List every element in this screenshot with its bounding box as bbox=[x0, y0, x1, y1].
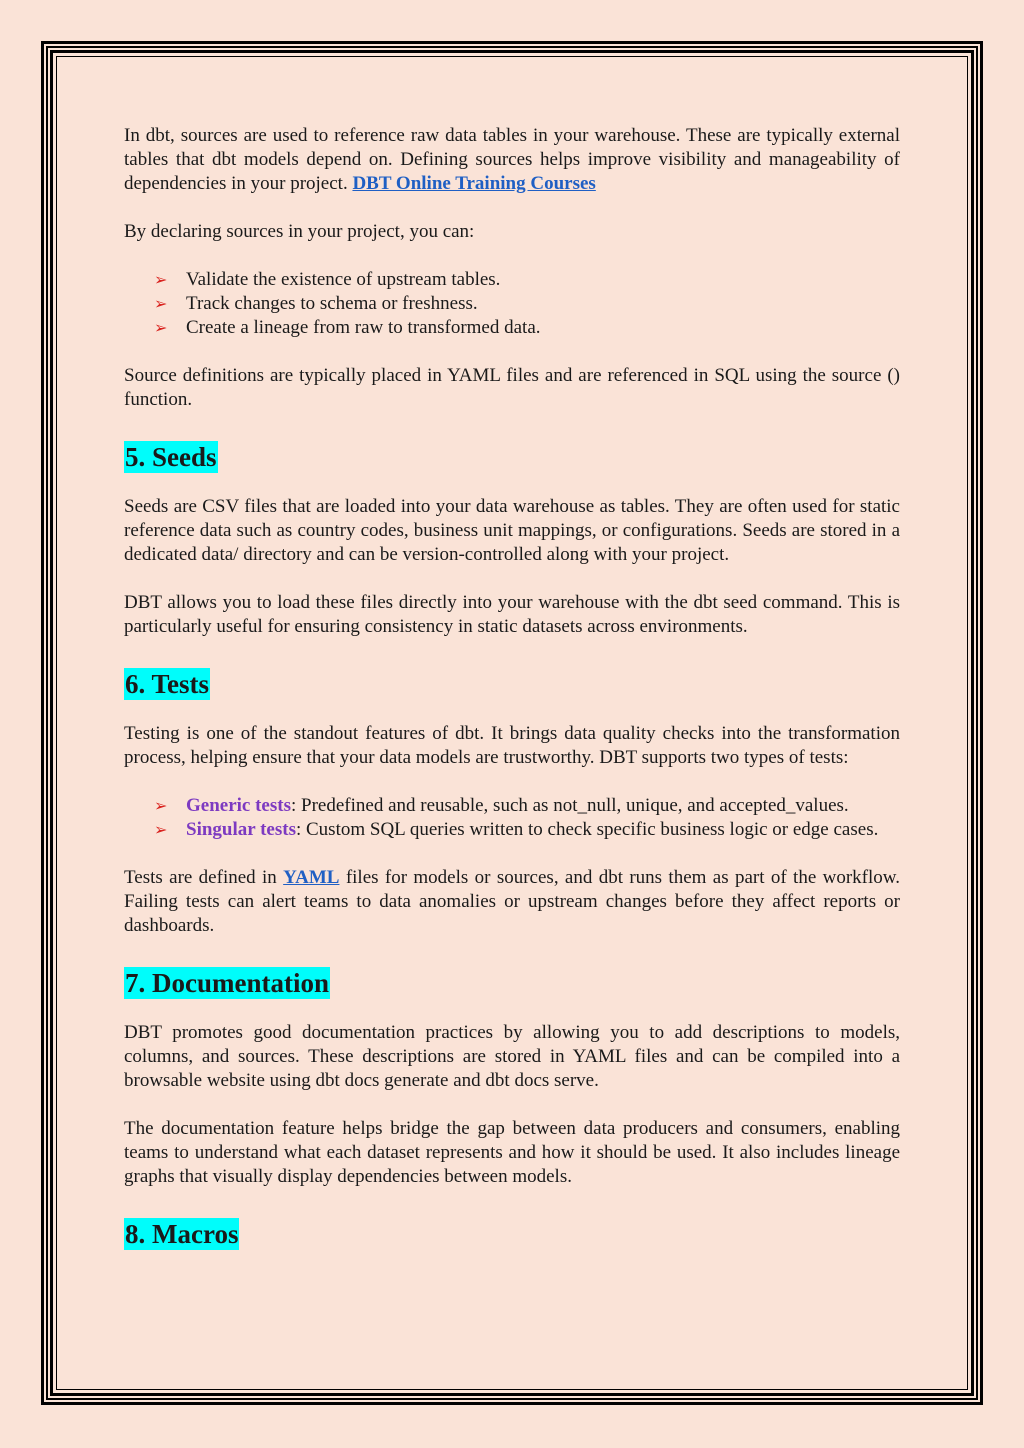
arrow-bullet-icon: ➢ bbox=[154, 822, 168, 839]
training-courses-link[interactable]: DBT Online Training Courses bbox=[352, 173, 596, 194]
intro-bullet-list bbox=[124, 268, 900, 340]
intro-paragraph-2: By declaring sources in your project, you can: bbox=[124, 221, 475, 242]
list-item: ➢ Create a lineage from raw to transformed data. bbox=[124, 316, 900, 340]
intro-paragraph-1: In dbt, sources are used to reference raw data tables in your warehouse. These are typically external tables that dbt models depend on. Defining sources helps improve visibility and manageability of dependencies in your project. DBT Online Training Courses bbox=[124, 125, 900, 194]
document-body bbox=[124, 124, 900, 1250]
tests-bullet-list bbox=[124, 794, 900, 842]
seeds-paragraph-2: DBT allows you to load these files directly into your warehouse with the dbt seed command. This is particularly useful for ensuring consistency in static datasets across environments. bbox=[124, 592, 900, 637]
documentation-paragraph-2: The documentation feature helps bridge the gap between data producers and consumers, enabling teams to understand what each dataset represents and how it should be used. It also includes lineage graphs that visually display dependencies between models. bbox=[124, 1118, 900, 1187]
singular-tests-term: Singular tests bbox=[186, 819, 296, 840]
generic-tests-term: Generic tests bbox=[186, 795, 291, 816]
list-item: ➢ Generic tests: Predefined and reusable, such as not_null, unique, and accepted_values. bbox=[124, 794, 900, 818]
section-heading-seeds: 5. Seeds bbox=[125, 442, 217, 472]
documentation-paragraph-1: DBT promotes good documentation practices by allowing you to add descriptions to models, columns, and sources. These descriptions are stored in YAML files and can be compiled into a browsable website using dbt docs generate and dbt docs serve. bbox=[124, 1022, 900, 1091]
arrow-bullet-icon: ➢ bbox=[154, 296, 168, 313]
list-item: ➢ Track changes to schema or freshness. bbox=[124, 292, 900, 316]
intro-paragraph-3: Source definitions are typically placed in YAML files and are referenced in SQL using the source () function. bbox=[124, 365, 900, 410]
section-heading-macros: 8. Macros bbox=[125, 1219, 239, 1249]
tests-paragraph-1: Testing is one of the standout features of dbt. It brings data quality checks into the transformation process, helping ensure that your data models are trustworthy. DBT supports two types of tests: bbox=[124, 723, 900, 768]
arrow-bullet-icon: ➢ bbox=[154, 272, 168, 289]
section-heading-documentation: 7. Documentation bbox=[125, 968, 329, 998]
list-item: ➢ Singular tests: Custom SQL queries written to check specific business logic or edge cases. bbox=[124, 818, 900, 842]
list-item: ➢ Validate the existence of upstream tables. bbox=[124, 268, 900, 292]
tests-paragraph-2: Tests are defined in YAML files for models or sources, and dbt runs them as part of the workflow. Failing tests can alert teams to data anomalies or upstream changes before they affect reports or dashboards. bbox=[124, 867, 900, 936]
yaml-link[interactable]: YAML bbox=[283, 867, 340, 888]
arrow-bullet-icon: ➢ bbox=[154, 798, 168, 815]
seeds-paragraph-1: Seeds are CSV files that are loaded into your data warehouse as tables. They are often used for static reference data such as country codes, business unit mappings, or configurations. Seeds are stored in a dedicated data/ directory and can be version-controlled along with your project. bbox=[124, 496, 900, 565]
section-heading-tests: 6. Tests bbox=[125, 669, 210, 699]
arrow-bullet-icon: ➢ bbox=[154, 320, 168, 337]
